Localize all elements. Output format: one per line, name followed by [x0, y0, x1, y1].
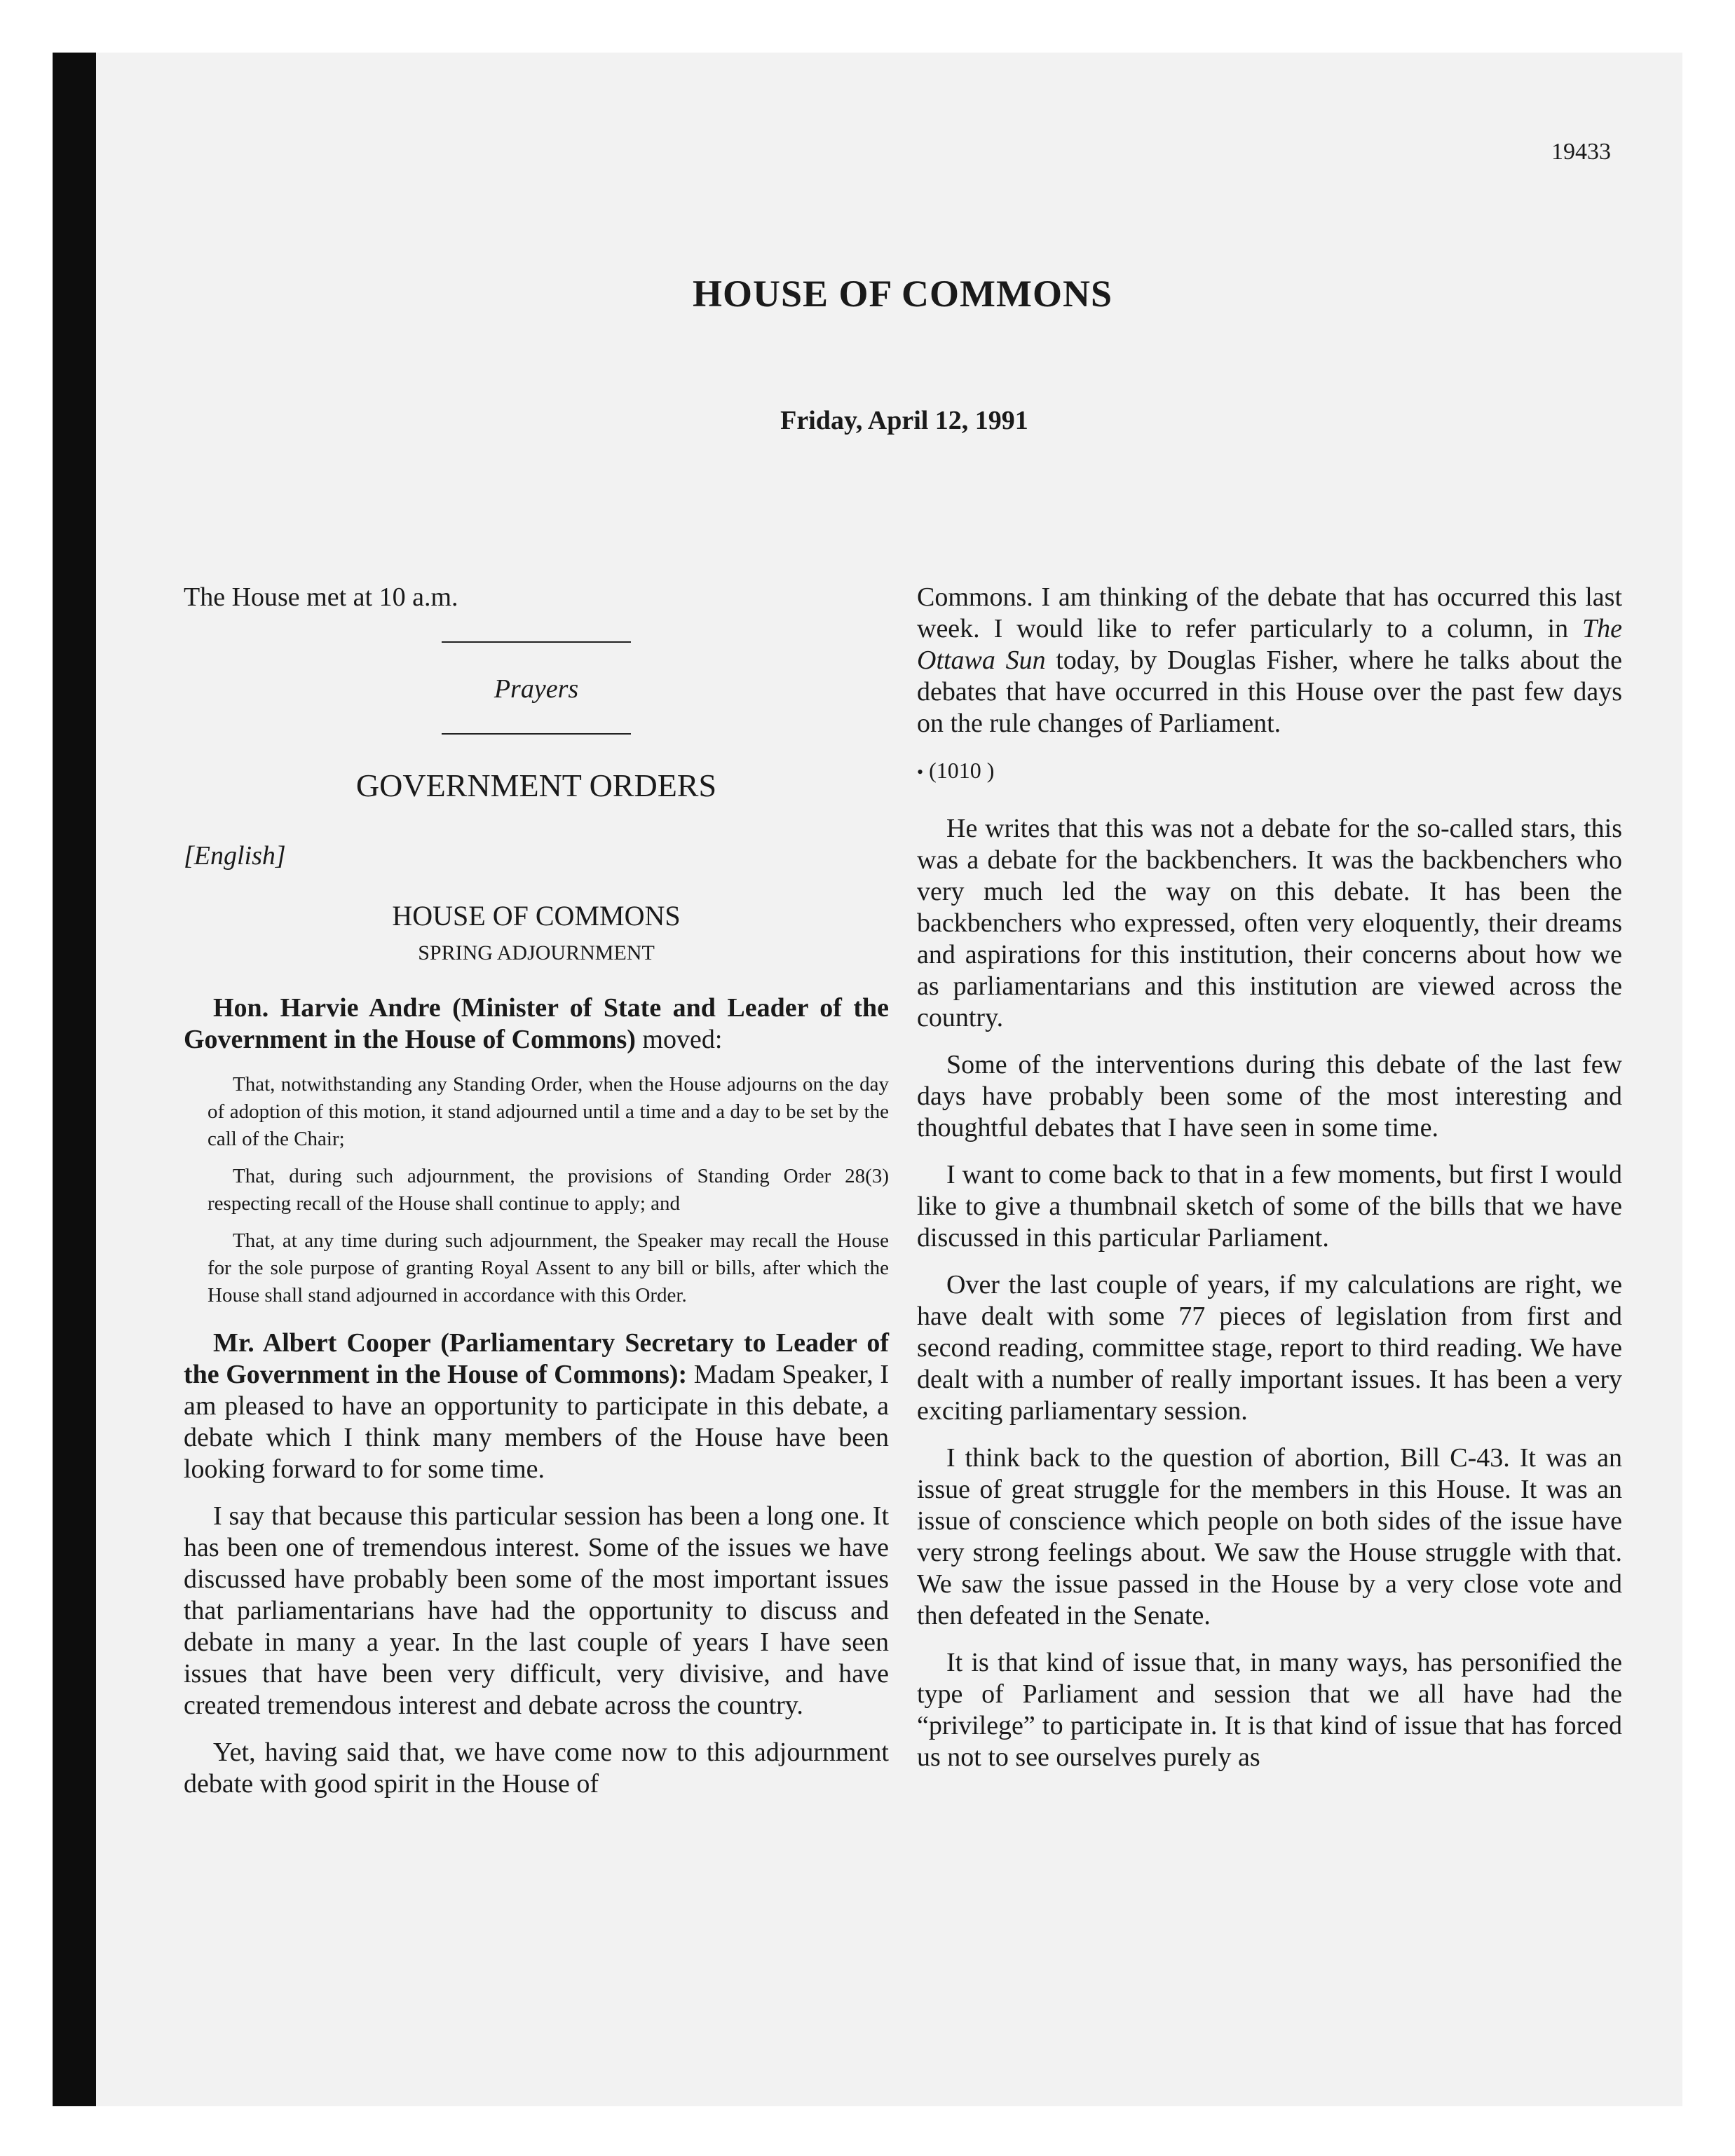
speech-text: Commons. I am thinking of the debate that has occurred this last week. I would like to refer particularly to a column, in: [917, 582, 1622, 643]
motion-verb: moved:: [642, 1025, 723, 1054]
motion-intro: [184, 992, 889, 1056]
speech-paragraph: Over the last couple of years, if my calculations are right, we have dealt with some 77 pieces of legislation from first and second reading, committee stage, report to third reading. We have dealt with a number of really important issues. It has been a very exciting parliamentary session.: [917, 1270, 1622, 1426]
binding-edge: [53, 53, 96, 2106]
divider-rule: [442, 733, 631, 735]
speech-text: today, by Douglas Fisher, where he talks about the debates that have occurred in this House over the past few days on the rule changes of Parliament.: [917, 646, 1623, 738]
prayers-line: Prayers: [494, 674, 579, 704]
page-number: 19433: [1551, 139, 1611, 165]
speech-paragraph: [184, 1328, 889, 1485]
left-column: [184, 582, 889, 1815]
divider-rule: [442, 641, 631, 643]
speech-paragraph: It is that kind of issue that, in many ways, has personified the type of Parliament and session that we all have had the “privilege” to participate in. It is that kind of issue that has forced us not to see ourselves purely as: [917, 1648, 1622, 1772]
page-title: HOUSE OF COMMONS: [692, 273, 1113, 315]
right-column: [917, 582, 1622, 1789]
language-marker: [English]: [184, 841, 286, 871]
speaker-name: Mr. Albert Cooper (Parliamentary Secretary to Leader of the Government in the House of Commons):: [184, 1328, 889, 1389]
motion-clause: That, during such adjournment, the provisions of Standing Order 28(3) respecting recall of the House shall continue to apply; and: [207, 1165, 889, 1215]
time-marker: [917, 755, 1622, 788]
speech-paragraph: Some of the interventions during this debate of the last few days have probably been some of the most interesting and thoughtful debates that I have seen in some time.: [917, 1050, 1622, 1142]
speech-paragraph: He writes that this was not a debate for the so-called stars, this was a debate for the backbenchers. It was the backbenchers who very much led the way on this debate. It has been the backbenchers who expressed, often very eloquently, their dreams and aspirations for this institution, their concerns about how we as parliamentarians and this institution are viewed across the country.: [917, 814, 1622, 1032]
sub-subheading: SPRING ADJOURNMENT: [418, 941, 655, 964]
speech-paragraph: I think back to the question of abortion, Bill C-43. It was an issue of great struggle for the members in this House. It was an issue of conscience which people on both sides of the issue have very strong feelings about. We saw the House struggle with that. We saw the issue passed in the House by a very close vote and then defeated in the Senate.: [917, 1443, 1622, 1630]
speech-paragraph: I want to come back to that in a few moments, but first I would like to give a thumbnail sketch of some of the bills that we have discussed in this particular Parliament.: [917, 1160, 1622, 1253]
bullet-icon: •: [917, 762, 924, 782]
sitting-date: Friday, April 12, 1991: [780, 406, 1028, 435]
section-heading: GOVERNMENT ORDERS: [355, 767, 717, 803]
speech-paragraph: I say that because this particular session has been a long one. It has been one of tremendous interest. Some of the issues we have discussed have probably been some of the most important issues that parliamentarians have had the opportunity to discuss and debate in many a year. In the last couple of years I have seen issues that have been very difficult, very divisive, and have created tremendous interest and debate across the country.: [184, 1501, 889, 1720]
motion-clause: That, notwithstanding any Standing Order, when the House adjourns on the day of adoption of this motion, it stand adjourned until a time and a day to be set by the call of the Chair;: [207, 1073, 889, 1150]
subheading: HOUSE OF COMMONS: [392, 900, 681, 932]
newspaper-title: The Ottawa Sun: [917, 614, 1623, 675]
speech-text: Madam Speaker, I am pleased to have an opportunity to participate in this debate, a debate which I think many members of the House have been looking forward to for some time.: [184, 1360, 889, 1484]
speech-paragraph: Yet, having said that, we have come now to this adjournment debate with good spirit in the House of: [184, 1738, 889, 1799]
house-met-line: The House met at 10 a.m.: [184, 582, 458, 612]
speaker-name: Hon. Harvie Andre (Minister of State and Leader of the Government in the House of Commons): [184, 993, 889, 1054]
motion-clause: That, at any time during such adjournment, the Speaker may recall the House for the sole purpose of granting Royal Assent to any bill or bills, after which the House shall stand adjourned in accordance with this Order.: [207, 1229, 889, 1306]
speech-paragraph: [917, 582, 1622, 739]
time-stamp: (1010 ): [929, 758, 995, 783]
